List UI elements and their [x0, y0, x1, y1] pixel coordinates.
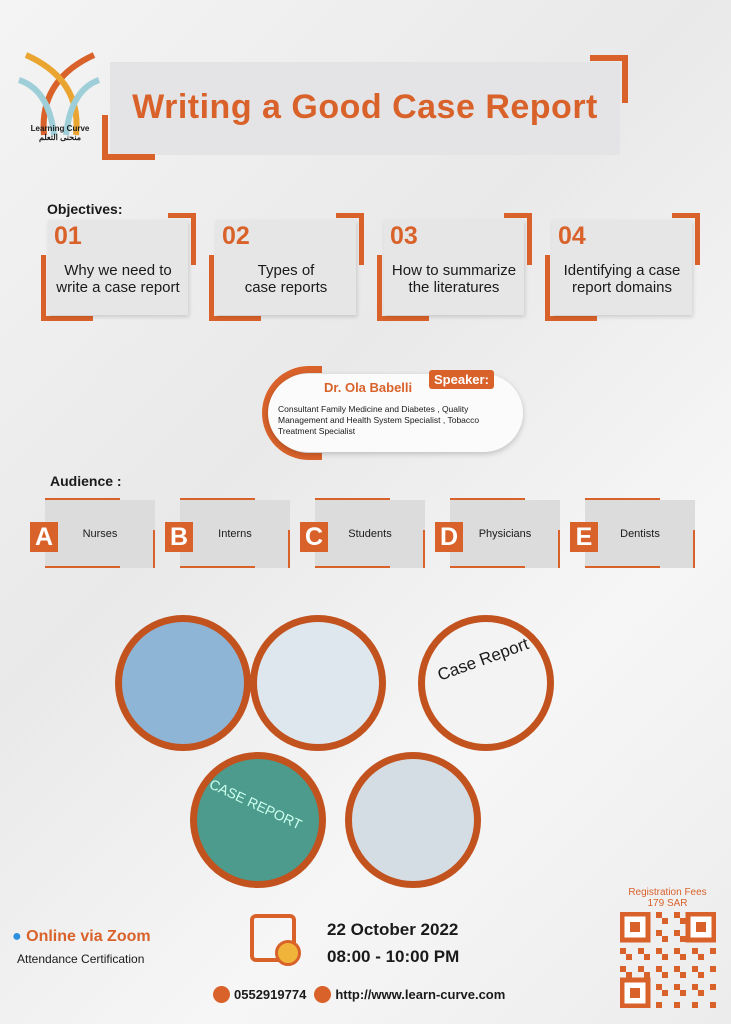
objective-card: 03 How to summarize the literatures	[384, 220, 524, 315]
logo-text: Learning Curve منحنى التعلم	[30, 124, 90, 142]
speaker-name: Dr. Ola Babelli	[324, 380, 413, 395]
audience-label: Audience :	[50, 473, 122, 489]
audience-letter: C	[300, 522, 328, 552]
qr-code[interactable]	[620, 912, 716, 1008]
audience-letter: B	[165, 522, 193, 552]
website-link[interactable]: http://www.learn-curve.com	[335, 987, 506, 1002]
zoom-icon: ●	[12, 928, 22, 945]
event-date: 22 October 2022	[327, 920, 459, 939]
audience-item: Nurses	[45, 500, 155, 568]
whatsapp-icon	[213, 986, 230, 1003]
speaker-tag: Speaker:	[429, 370, 494, 389]
registration-fees: Registration Fees 179 SAR	[628, 887, 707, 909]
page-title: Writing a Good Case Report	[132, 88, 598, 126]
objectives-label: Objectives:	[47, 201, 123, 217]
zoom-mode: ● Online via Zoom	[12, 928, 151, 945]
clock-icon	[275, 940, 301, 966]
certificate-text: Attendance Certification	[17, 952, 145, 966]
image-case-report-doc: CASE REPORT	[190, 752, 326, 888]
audience-item: Students	[315, 500, 425, 568]
speaker-card	[268, 374, 523, 452]
speaker-bio: Consultant Family Medicine and Diabetes , Quality Management and Health System Specialist , Tobacco Treatment Specialist	[278, 404, 480, 436]
event-time: 08:00 - 10:00 PM	[327, 947, 460, 966]
phone-number[interactable]: 0552919774	[234, 987, 307, 1002]
image-medical-illustration	[115, 615, 251, 751]
audience-letter: D	[435, 522, 463, 552]
image-doctor-tablet	[250, 615, 386, 751]
audience-item: Interns	[180, 500, 290, 568]
contact-row	[213, 986, 505, 1003]
objective-card: 04 Identifying a case report domains	[552, 220, 692, 315]
image-case-report-paper: Case Report	[418, 615, 554, 751]
audience-item: Dentists	[585, 500, 695, 568]
objective-card: 02 Types of case reports	[216, 220, 356, 315]
image-stethoscope	[345, 752, 481, 888]
objective-card: 01 Why we need to write a case report	[48, 220, 188, 315]
audience-letter: E	[570, 522, 598, 552]
globe-icon	[314, 986, 331, 1003]
audience-item: Physicians	[450, 500, 560, 568]
audience-letter: A	[30, 522, 58, 552]
